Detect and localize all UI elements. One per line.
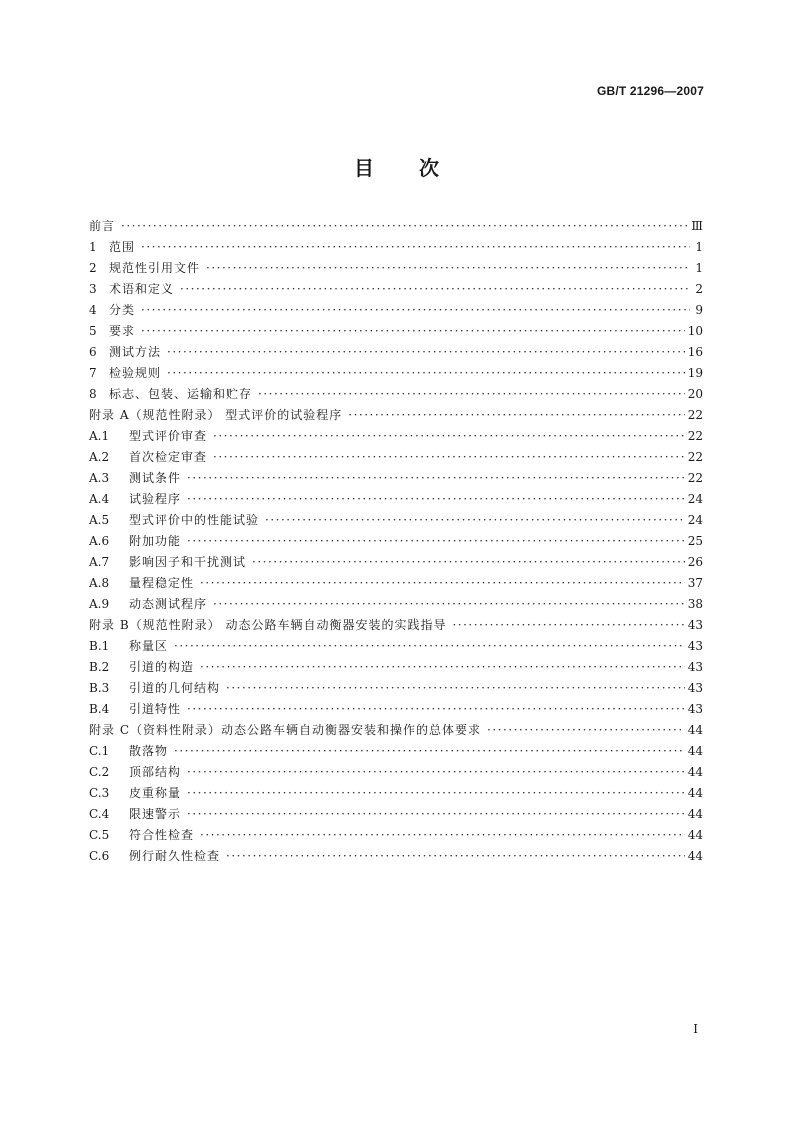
toc-entry-3[interactable] [89, 279, 703, 300]
toc-entry-c3[interactable] [89, 783, 703, 804]
toc-entry-a5[interactable] [89, 510, 703, 531]
toc-entry-number: A.7 [89, 555, 110, 569]
toc-leader [121, 216, 688, 237]
table-of-contents [89, 216, 703, 867]
toc-entry-number: A.6 [89, 534, 110, 548]
toc-entry-label: 附加功能 [129, 534, 182, 548]
toc-entry-a8[interactable] [89, 573, 703, 594]
toc-entry-number: A.2 [89, 450, 110, 464]
toc-page-number: 43 [687, 618, 703, 632]
toc-page-number: 44 [687, 744, 703, 758]
toc-entry-appendix-a[interactable] [89, 405, 703, 426]
toc-leader [187, 804, 685, 825]
toc-leader [265, 510, 685, 531]
toc-entry-label: 顶部结构 [129, 765, 182, 779]
toc-leader [213, 426, 685, 447]
toc-entry-label: 要求 [109, 324, 136, 338]
toc-entry-number: A.9 [89, 597, 110, 611]
toc-entry-c4[interactable] [89, 804, 703, 825]
toc-leader [200, 573, 685, 594]
toc-entry-number: 2 [89, 261, 97, 275]
toc-entry-label: 影响因子和干扰测试 [129, 555, 247, 569]
toc-entry-number: A.1 [89, 429, 110, 443]
toc-page-number: 10 [687, 324, 703, 338]
toc-entry-c6[interactable] [89, 846, 703, 867]
toc-leader [258, 384, 685, 405]
toc-entry-label: 测试条件 [129, 471, 182, 485]
toc-entry-label: 附录 C（资料性附录）动态公路车辆自动衡器安装和操作的总体要求 [89, 723, 481, 737]
toc-leader [174, 636, 685, 657]
toc-entry-label: 前言 [89, 219, 116, 233]
toc-entry-number: A.5 [89, 513, 110, 527]
toc-entry-number: C.1 [89, 744, 110, 758]
toc-page-number: Ⅲ [691, 219, 703, 233]
toc-page-number: 1 [695, 240, 703, 254]
toc-entry-label: 引道的几何结构 [129, 681, 221, 695]
toc-leader [487, 720, 685, 741]
toc-page-number: 43 [687, 702, 703, 716]
toc-page-number: 38 [687, 597, 703, 611]
toc-leader [167, 363, 685, 384]
toc-entry-appendix-b[interactable] [89, 615, 703, 636]
toc-entry-label: 动态测试程序 [129, 597, 208, 611]
toc-page-number: 1 [695, 261, 703, 275]
toc-entry-label: 型式评价审查 [129, 429, 208, 443]
toc-entry-b3[interactable] [89, 678, 703, 699]
toc-entry-label: 首次检定审查 [129, 450, 208, 464]
toc-leader [187, 489, 685, 510]
toc-entry-number: A.8 [89, 576, 110, 590]
toc-page-number: 43 [687, 660, 703, 674]
toc-leader [452, 615, 684, 636]
toc-page-number: 43 [687, 681, 703, 695]
toc-entry-5[interactable] [89, 321, 703, 342]
toc-entry-8[interactable] [89, 384, 703, 405]
toc-entry-appendix-c[interactable] [89, 720, 703, 741]
toc-entry-6[interactable] [89, 342, 703, 363]
toc-entry-label: 检验规则 [109, 366, 162, 380]
toc-entry-a6[interactable] [89, 531, 703, 552]
toc-entry-a2[interactable] [89, 447, 703, 468]
toc-leader [187, 468, 685, 489]
toc-entry-number: C.4 [89, 807, 110, 821]
toc-entry-number: A.4 [89, 492, 110, 506]
toc-page-number: 44 [687, 807, 703, 821]
toc-entry-number: 6 [89, 345, 97, 359]
toc-leader [187, 762, 685, 783]
toc-page-number: 20 [687, 387, 703, 401]
toc-page-number: 24 [687, 492, 703, 506]
toc-entry-number: B.1 [89, 639, 110, 653]
toc-leader [348, 405, 684, 426]
toc-leader [174, 741, 685, 762]
title-char-1: 目 [354, 156, 375, 180]
toc-leader [141, 321, 685, 342]
toc-entry-number: B.4 [89, 702, 110, 716]
toc-entry-number: C.2 [89, 765, 110, 779]
toc-leader [200, 657, 685, 678]
toc-leader [167, 342, 685, 363]
toc-leader [226, 678, 685, 699]
toc-leader [187, 531, 685, 552]
toc-page-number: 44 [687, 765, 703, 779]
toc-page-number: 16 [687, 345, 703, 359]
toc-entry-number: C.6 [89, 849, 110, 863]
toc-page-number: 44 [687, 723, 703, 737]
toc-entry-label: 称量区 [129, 639, 169, 653]
title-char-2: 次 [419, 156, 440, 180]
toc-page-number: 9 [695, 303, 703, 317]
toc-page-number: 44 [687, 786, 703, 800]
toc-entry-number: 3 [89, 282, 97, 296]
toc-entry-number: C.3 [89, 786, 110, 800]
toc-leader [187, 783, 685, 804]
toc-entry-b2[interactable] [89, 657, 703, 678]
toc-leader [226, 846, 685, 867]
toc-entry-c5[interactable] [89, 825, 703, 846]
toc-entry-number: 5 [89, 324, 97, 338]
toc-entry-label: 量程稳定性 [129, 576, 195, 590]
toc-entry-1[interactable] [89, 237, 703, 258]
toc-entry-number: A.3 [89, 471, 110, 485]
toc-entry-7[interactable] [89, 363, 703, 384]
toc-entry-label: 型式评价中的性能试验 [129, 513, 260, 527]
toc-leader [213, 594, 685, 615]
toc-page-number: 44 [687, 849, 703, 863]
toc-entry-b4[interactable] [89, 699, 703, 720]
toc-entry-label: 例行耐久性检查 [129, 849, 221, 863]
toc-leader [200, 825, 685, 846]
toc-entry-number: 8 [89, 387, 97, 401]
toc-entry-label: 范围 [109, 240, 136, 254]
toc-entry-foreword[interactable] [89, 216, 703, 237]
toc-entry-label: 分类 [109, 303, 136, 317]
toc-leader [252, 552, 685, 573]
page-number: I [693, 1022, 698, 1036]
toc-entry-label: 限速警示 [129, 807, 182, 821]
toc-entry-2[interactable] [89, 258, 703, 279]
toc-entry-number: C.5 [89, 828, 110, 842]
toc-page-number: 19 [687, 366, 703, 380]
toc-entry-label: 附录 A（规范性附录） 型式评价的试验程序 [89, 408, 343, 422]
toc-entry-number: 1 [89, 240, 97, 254]
toc-entry-c2[interactable] [89, 762, 703, 783]
toc-entry-label: 引道特性 [129, 702, 182, 716]
toc-page-number: 22 [687, 471, 703, 485]
toc-entry-label: 附录 B（规范性附录） 动态公路车辆自动衡器安装的实践指导 [89, 618, 447, 632]
toc-entry-label: 皮重称量 [129, 786, 182, 800]
toc-entry-label: 标志、包装、运输和贮存 [109, 387, 253, 401]
toc-entry-label: 试验程序 [129, 492, 182, 506]
toc-entry-label: 散落物 [129, 744, 169, 758]
toc-page-number: 22 [687, 408, 703, 422]
toc-entry-number: B.3 [89, 681, 110, 695]
toc-entry-a9[interactable] [89, 594, 703, 615]
toc-leader [206, 258, 690, 279]
toc-entry-a7[interactable] [89, 552, 703, 573]
toc-entry-label: 规范性引用文件 [109, 261, 201, 275]
toc-leader [213, 447, 685, 468]
toc-leader [180, 279, 690, 300]
toc-entry-a1[interactable] [89, 426, 703, 447]
toc-page-number: 2 [695, 282, 703, 296]
toc-entry-number: B.2 [89, 660, 110, 674]
toc-page-number: 25 [687, 534, 703, 548]
toc-page-number: 26 [687, 555, 703, 569]
toc-entry-c1[interactable] [89, 741, 703, 762]
page-title [0, 152, 794, 181]
toc-page-number: 22 [687, 450, 703, 464]
standard-code: GB/T 21296—2007 [596, 84, 704, 98]
toc-entry-label: 测试方法 [109, 345, 162, 359]
toc-leader [141, 300, 690, 321]
toc-page-number: 44 [687, 828, 703, 842]
toc-entry-a4[interactable] [89, 489, 703, 510]
toc-entry-label: 术语和定义 [109, 282, 175, 296]
toc-entry-a3[interactable] [89, 468, 703, 489]
toc-page-number: 24 [687, 513, 703, 527]
toc-page-number: 37 [687, 576, 703, 590]
toc-entry-label: 引道的构造 [129, 660, 195, 674]
toc-leader [187, 699, 685, 720]
toc-entry-number: 4 [89, 303, 97, 317]
toc-entry-label: 符合性检查 [129, 828, 195, 842]
toc-leader [141, 237, 690, 258]
toc-page-number: 43 [687, 639, 703, 653]
toc-entry-b1[interactable] [89, 636, 703, 657]
toc-page-number: 22 [687, 429, 703, 443]
toc-entry-number: 7 [89, 366, 97, 380]
toc-entry-4[interactable] [89, 300, 703, 321]
